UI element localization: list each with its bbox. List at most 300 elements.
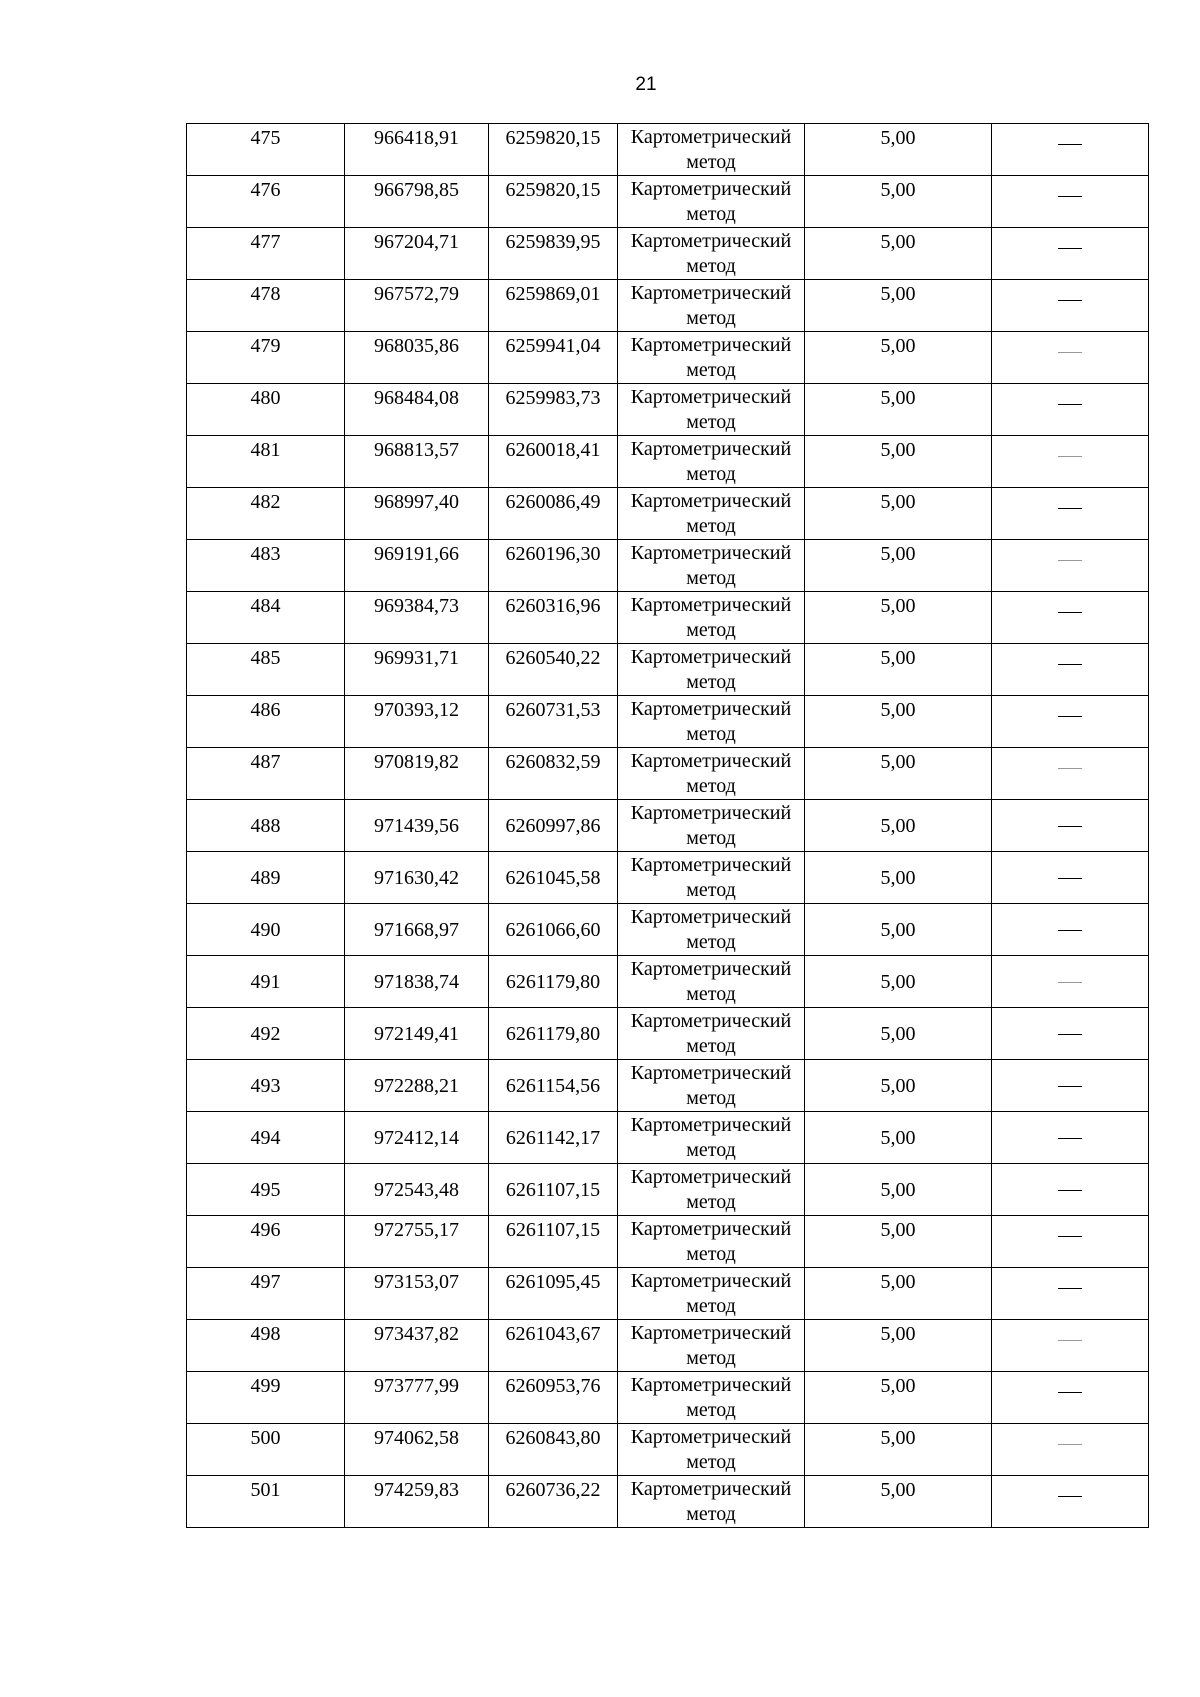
note-cell	[992, 1060, 1149, 1112]
precision-cell	[805, 904, 992, 956]
method-cell-text: Картометрический метод	[630, 230, 792, 277]
coordinate-y-cell	[489, 800, 618, 852]
coordinate-x-cell-text: 972543,48	[374, 1179, 459, 1201]
note-text	[1082, 176, 1083, 177]
method-cell	[618, 488, 805, 540]
coordinate-x-cell	[345, 904, 489, 956]
note-cell	[992, 436, 1149, 488]
table-row	[187, 748, 1149, 800]
table-row	[187, 124, 1149, 176]
point-number-cell-text: 487	[250, 751, 281, 773]
dash-mark	[1058, 560, 1082, 561]
note-text	[1082, 332, 1083, 333]
coordinate-y-cell-text: 6261179,80	[505, 1023, 601, 1045]
method-cell	[618, 1268, 805, 1320]
point-number-cell	[187, 696, 345, 748]
coordinate-y-cell	[489, 748, 618, 800]
point-number-cell-text: 476	[250, 179, 281, 201]
point-number-cell	[187, 1372, 345, 1424]
dash-mark	[1058, 1138, 1082, 1139]
table-row	[187, 436, 1149, 488]
point-number-cell	[187, 436, 345, 488]
point-number-cell	[187, 540, 345, 592]
precision-cell-text: 5,00	[880, 179, 916, 201]
coordinate-x-cell	[345, 1268, 489, 1320]
point-number-cell	[187, 748, 345, 800]
point-number-cell-text: 493	[250, 1075, 281, 1097]
note-cell	[992, 748, 1149, 800]
note-cell	[992, 644, 1149, 696]
coordinate-x-cell	[345, 748, 489, 800]
coordinate-x-cell-text: 974259,83	[374, 1479, 459, 1501]
method-cell	[618, 1372, 805, 1424]
method-cell	[618, 852, 805, 904]
coordinate-y-cell-text: 6260316,96	[505, 595, 601, 617]
method-cell	[618, 436, 805, 488]
method-cell	[618, 1112, 805, 1164]
point-number-cell-text: 501	[250, 1479, 281, 1501]
coordinate-y-cell-text: 6259820,15	[505, 127, 601, 149]
coordinate-y-cell-text: 6259820,15	[505, 179, 601, 201]
coordinate-x-cell	[345, 1320, 489, 1372]
coordinate-y-cell-text: 6261179,80	[505, 971, 601, 993]
point-number-cell-text: 483	[250, 543, 281, 565]
coordinate-y-cell	[489, 956, 618, 1008]
note-cell	[992, 852, 1149, 904]
coordinate-y-cell	[489, 852, 618, 904]
table-row	[187, 384, 1149, 436]
note-text	[1082, 748, 1083, 749]
method-cell-text: Картометрический метод	[630, 1478, 792, 1525]
coordinate-x-cell	[345, 956, 489, 1008]
table-row	[187, 332, 1149, 384]
precision-cell-text: 5,00	[880, 1427, 916, 1449]
coordinate-y-cell-text: 6260540,22	[505, 647, 601, 669]
table-row	[187, 280, 1149, 332]
precision-cell-text: 5,00	[880, 1375, 916, 1397]
dash-mark	[1058, 300, 1082, 301]
table-row	[187, 1268, 1149, 1320]
coordinate-x-cell	[345, 852, 489, 904]
precision-cell-text: 5,00	[880, 1075, 916, 1097]
note-cell	[992, 228, 1149, 280]
dash-mark	[1058, 664, 1082, 665]
precision-cell-text: 5,00	[880, 1479, 916, 1501]
note-cell	[992, 1216, 1149, 1268]
method-cell-text: Картометрический метод	[630, 594, 792, 641]
dash-mark	[1058, 1392, 1082, 1393]
page-number-text: 21	[635, 74, 657, 95]
coordinate-x-cell	[345, 1164, 489, 1216]
note-cell	[992, 1112, 1149, 1164]
note-text	[1082, 1073, 1083, 1074]
precision-cell-text: 5,00	[880, 919, 916, 941]
precision-cell-text: 5,00	[880, 387, 916, 409]
table-row	[187, 644, 1149, 696]
note-text	[1082, 1021, 1083, 1022]
note-text	[1082, 865, 1083, 866]
point-number-cell	[187, 1164, 345, 1216]
coordinate-y-cell-text: 6259839,95	[505, 231, 601, 253]
dash-mark	[1058, 982, 1082, 983]
point-number-cell	[187, 1008, 345, 1060]
point-number-cell	[187, 956, 345, 1008]
precision-cell	[805, 956, 992, 1008]
method-cell-text: Картометрический метод	[630, 490, 792, 537]
point-number-cell-text: 489	[250, 867, 281, 889]
coordinate-y-cell-text: 6261154,56	[505, 1075, 601, 1097]
table-row	[187, 592, 1149, 644]
note-text	[1082, 644, 1083, 645]
coordinate-x-cell	[345, 176, 489, 228]
note-cell	[992, 1320, 1149, 1372]
method-cell-text: Картометрический метод	[630, 282, 792, 329]
coordinate-y-cell-text: 6261107,15	[505, 1219, 601, 1241]
coordinate-x-cell-text: 969931,71	[374, 647, 459, 669]
precision-cell	[805, 1372, 992, 1424]
dash-mark	[1058, 826, 1082, 827]
precision-cell	[805, 384, 992, 436]
point-number-cell-text: 492	[250, 1023, 281, 1045]
precision-cell	[805, 332, 992, 384]
coordinate-x-cell-text: 972149,41	[374, 1023, 459, 1045]
precision-cell	[805, 176, 992, 228]
precision-cell	[805, 436, 992, 488]
method-cell-text: Картометрический метод	[630, 854, 792, 901]
point-number-cell-text: 496	[250, 1219, 281, 1241]
coordinate-y-cell	[489, 1112, 618, 1164]
point-number-cell-text: 494	[250, 1127, 281, 1149]
coordinate-y-cell	[489, 1008, 618, 1060]
method-cell	[618, 748, 805, 800]
point-number-cell-text: 495	[250, 1179, 281, 1201]
precision-cell-text: 5,00	[880, 751, 916, 773]
note-text	[1082, 488, 1083, 489]
table-row	[187, 1112, 1149, 1164]
dash-mark	[1058, 1190, 1082, 1191]
precision-cell-text: 5,00	[880, 1271, 916, 1293]
coordinate-x-cell-text: 969191,66	[374, 543, 459, 565]
method-cell-text: Картометрический метод	[630, 178, 792, 225]
precision-cell-text: 5,00	[880, 231, 916, 253]
method-cell	[618, 592, 805, 644]
table-row	[187, 1008, 1149, 1060]
table-row	[187, 1320, 1149, 1372]
coordinate-y-cell-text: 6259983,73	[505, 387, 601, 409]
coordinate-x-cell-text: 971630,42	[374, 867, 459, 889]
note-cell	[992, 332, 1149, 384]
method-cell-text: Картометрический метод	[630, 906, 792, 953]
coordinate-x-cell-text: 970393,12	[374, 699, 459, 721]
precision-cell	[805, 1268, 992, 1320]
coordinate-y-cell	[489, 696, 618, 748]
coordinate-x-cell-text: 968484,08	[374, 387, 459, 409]
coordinate-y-cell	[489, 904, 618, 956]
note-cell	[992, 384, 1149, 436]
note-cell	[992, 956, 1149, 1008]
note-text	[1082, 813, 1083, 814]
coordinate-y-cell-text: 6259869,01	[505, 283, 601, 305]
table-row	[187, 176, 1149, 228]
method-cell-text: Картометрический метод	[630, 1114, 792, 1161]
coordinate-y-cell	[489, 1164, 618, 1216]
coordinate-y-cell-text: 6261142,17	[505, 1127, 601, 1149]
precision-cell	[805, 748, 992, 800]
coordinate-x-cell-text: 966798,85	[374, 179, 459, 201]
point-number-cell	[187, 1216, 345, 1268]
point-number-cell	[187, 592, 345, 644]
coordinate-x-cell	[345, 1424, 489, 1476]
point-number-cell	[187, 1476, 345, 1528]
note-cell	[992, 800, 1149, 852]
coordinates-table-body	[187, 124, 1149, 1528]
precision-cell	[805, 1216, 992, 1268]
table-row	[187, 852, 1149, 904]
precision-cell-text: 5,00	[880, 283, 916, 305]
note-text	[1082, 228, 1083, 229]
method-cell-text: Картометрический метод	[630, 802, 792, 849]
note-text	[1082, 280, 1083, 281]
coordinate-y-cell	[489, 540, 618, 592]
point-number-cell-text: 482	[250, 491, 281, 513]
note-text	[1082, 1372, 1083, 1373]
point-number-cell	[187, 124, 345, 176]
dash-mark	[1058, 144, 1082, 145]
note-cell	[992, 124, 1149, 176]
method-cell	[618, 1060, 805, 1112]
precision-cell	[805, 1008, 992, 1060]
dash-mark	[1058, 404, 1082, 405]
coordinate-x-cell	[345, 540, 489, 592]
method-cell	[618, 800, 805, 852]
point-number-cell	[187, 644, 345, 696]
point-number-cell	[187, 1320, 345, 1372]
method-cell	[618, 124, 805, 176]
method-cell	[618, 540, 805, 592]
page-number	[0, 74, 1200, 96]
coordinate-x-cell-text: 969384,73	[374, 595, 459, 617]
point-number-cell	[187, 280, 345, 332]
point-number-cell-text: 475	[250, 127, 281, 149]
method-cell	[618, 384, 805, 436]
point-number-cell-text: 477	[250, 231, 281, 253]
dash-mark	[1058, 930, 1082, 931]
dash-mark	[1058, 196, 1082, 197]
note-text	[1082, 384, 1083, 385]
coordinate-y-cell	[489, 1372, 618, 1424]
method-cell-text: Картометрический метод	[630, 386, 792, 433]
coordinate-y-cell-text: 6260953,76	[505, 1375, 601, 1397]
method-cell-text: Картометрический метод	[630, 646, 792, 693]
note-cell	[992, 280, 1149, 332]
note-text	[1082, 1268, 1083, 1269]
coordinate-x-cell	[345, 228, 489, 280]
dash-mark	[1058, 1034, 1082, 1035]
precision-cell	[805, 696, 992, 748]
method-cell	[618, 280, 805, 332]
coordinate-y-cell	[489, 436, 618, 488]
coordinate-x-cell-text: 972412,14	[374, 1127, 459, 1149]
point-number-cell-text: 497	[250, 1271, 281, 1293]
note-text	[1082, 124, 1083, 125]
note-cell	[992, 1476, 1149, 1528]
point-number-cell	[187, 800, 345, 852]
coordinate-y-cell	[489, 384, 618, 436]
note-text	[1082, 1424, 1083, 1425]
precision-cell	[805, 592, 992, 644]
method-cell-text: Картометрический метод	[630, 1270, 792, 1317]
precision-cell-text: 5,00	[880, 491, 916, 513]
coordinate-x-cell-text: 973777,99	[374, 1375, 459, 1397]
coordinate-x-cell	[345, 1060, 489, 1112]
method-cell-text: Картометрический метод	[630, 1010, 792, 1057]
coordinate-x-cell-text: 971668,97	[374, 919, 459, 941]
dash-mark	[1058, 1496, 1082, 1497]
coordinate-x-cell-text: 972755,17	[374, 1219, 459, 1241]
table-row	[187, 1476, 1149, 1528]
coordinate-y-cell	[489, 1424, 618, 1476]
precision-cell-text: 5,00	[880, 439, 916, 461]
coordinate-x-cell	[345, 1372, 489, 1424]
point-number-cell-text: 485	[250, 647, 281, 669]
dash-mark	[1058, 1236, 1082, 1237]
coordinate-y-cell	[489, 228, 618, 280]
precision-cell-text: 5,00	[880, 127, 916, 149]
coordinate-x-cell	[345, 1112, 489, 1164]
method-cell-text: Картометрический метод	[630, 958, 792, 1005]
point-number-cell	[187, 852, 345, 904]
table-row	[187, 488, 1149, 540]
point-number-cell	[187, 1424, 345, 1476]
method-cell-text: Картометрический метод	[630, 438, 792, 485]
point-number-cell-text: 491	[250, 971, 281, 993]
coordinate-y-cell	[489, 1268, 618, 1320]
note-text	[1082, 1476, 1083, 1477]
method-cell-text: Картометрический метод	[630, 542, 792, 589]
precision-cell-text: 5,00	[880, 647, 916, 669]
precision-cell	[805, 1164, 992, 1216]
point-number-cell-text: 484	[250, 595, 281, 617]
coordinate-y-cell	[489, 332, 618, 384]
note-cell	[992, 592, 1149, 644]
coordinate-y-cell	[489, 176, 618, 228]
point-number-cell	[187, 1268, 345, 1320]
dash-mark	[1058, 508, 1082, 509]
precision-cell-text: 5,00	[880, 595, 916, 617]
coordinate-x-cell	[345, 436, 489, 488]
coordinate-y-cell	[489, 1216, 618, 1268]
coordinate-y-cell-text: 6259941,04	[505, 335, 601, 357]
coordinate-x-cell	[345, 644, 489, 696]
method-cell-text: Картометрический метод	[630, 1374, 792, 1421]
precision-cell-text: 5,00	[880, 699, 916, 721]
coordinate-x-cell-text: 968813,57	[374, 439, 459, 461]
coordinate-y-cell	[489, 488, 618, 540]
coordinate-x-cell	[345, 280, 489, 332]
coordinate-y-cell-text: 6261043,67	[505, 1323, 601, 1345]
precision-cell-text: 5,00	[880, 971, 916, 993]
method-cell-text: Картометрический метод	[630, 1322, 792, 1369]
table-row	[187, 540, 1149, 592]
note-text	[1082, 540, 1083, 541]
precision-cell	[805, 488, 992, 540]
precision-cell	[805, 228, 992, 280]
method-cell-text: Картометрический метод	[630, 1426, 792, 1473]
point-number-cell	[187, 176, 345, 228]
coordinate-x-cell	[345, 1476, 489, 1528]
precision-cell-text: 5,00	[880, 1323, 916, 1345]
coordinate-x-cell	[345, 1216, 489, 1268]
note-cell	[992, 488, 1149, 540]
point-number-cell	[187, 1112, 345, 1164]
point-number-cell	[187, 1060, 345, 1112]
table-row	[187, 800, 1149, 852]
coordinate-x-cell-text: 972288,21	[374, 1075, 459, 1097]
coordinate-y-cell	[489, 1320, 618, 1372]
coordinate-x-cell-text: 967572,79	[374, 283, 459, 305]
coordinate-y-cell-text: 6261066,60	[505, 919, 601, 941]
method-cell-text: Картометрический метод	[630, 1062, 792, 1109]
note-cell	[992, 540, 1149, 592]
method-cell	[618, 1424, 805, 1476]
note-text	[1082, 969, 1083, 970]
dash-mark	[1058, 1444, 1082, 1445]
dash-mark	[1058, 1086, 1082, 1087]
point-number-cell-text: 481	[250, 439, 281, 461]
dash-mark	[1058, 352, 1082, 353]
coordinate-y-cell-text: 6260086,49	[505, 491, 601, 513]
point-number-cell	[187, 332, 345, 384]
coordinate-y-cell	[489, 280, 618, 332]
point-number-cell-text: 480	[250, 387, 281, 409]
note-text	[1082, 1125, 1083, 1126]
dash-mark	[1058, 1288, 1082, 1289]
note-cell	[992, 176, 1149, 228]
precision-cell	[805, 540, 992, 592]
note-cell	[992, 1164, 1149, 1216]
coordinate-y-cell-text: 6260832,59	[505, 751, 601, 773]
dash-mark	[1058, 878, 1082, 879]
dash-mark	[1058, 612, 1082, 613]
coordinate-x-cell-text: 970819,82	[374, 751, 459, 773]
point-number-cell-text: 488	[250, 815, 281, 837]
coordinate-x-cell-text: 974062,58	[374, 1427, 459, 1449]
method-cell	[618, 644, 805, 696]
table-row	[187, 1372, 1149, 1424]
precision-cell-text: 5,00	[880, 1023, 916, 1045]
table-row	[187, 1164, 1149, 1216]
point-number-cell-text: 499	[250, 1375, 281, 1397]
coordinate-y-cell	[489, 124, 618, 176]
method-cell	[618, 1008, 805, 1060]
method-cell-text: Картометрический метод	[630, 126, 792, 173]
method-cell	[618, 332, 805, 384]
note-cell	[992, 1268, 1149, 1320]
table-row	[187, 1216, 1149, 1268]
dash-mark	[1058, 716, 1082, 717]
point-number-cell-text: 486	[250, 699, 281, 721]
point-number-cell	[187, 904, 345, 956]
coordinate-x-cell	[345, 124, 489, 176]
coordinate-x-cell-text: 973437,82	[374, 1323, 459, 1345]
precision-cell	[805, 280, 992, 332]
point-number-cell	[187, 488, 345, 540]
dash-mark	[1058, 1340, 1082, 1341]
coordinate-x-cell-text: 968035,86	[374, 335, 459, 357]
note-text	[1082, 436, 1083, 437]
note-cell	[992, 1372, 1149, 1424]
coordinate-y-cell-text: 6260196,30	[505, 543, 601, 565]
